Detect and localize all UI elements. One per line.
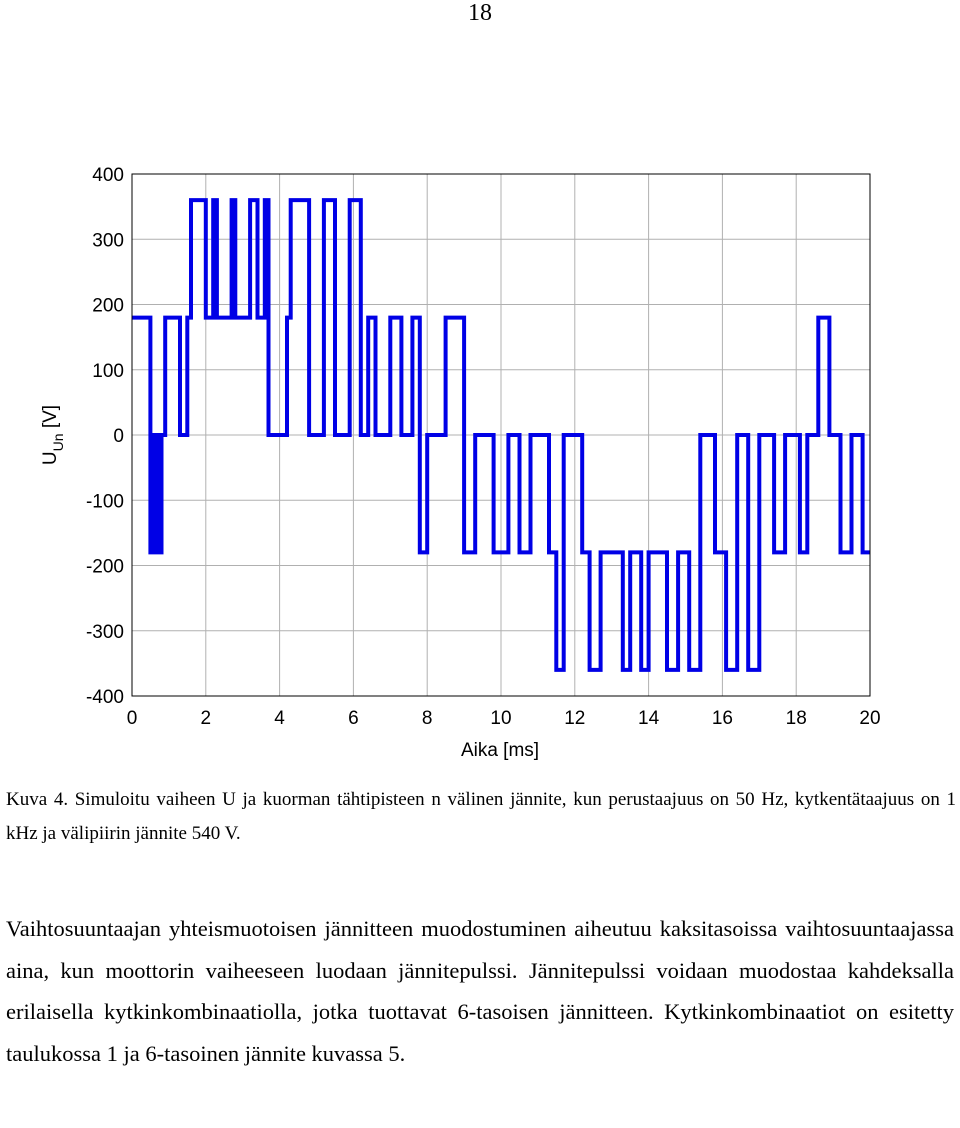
voltage-chart — [0, 150, 960, 760]
y-tick-labels — [86, 165, 124, 708]
y-tick-label: 100 — [92, 360, 124, 382]
y-tick-label: 300 — [92, 230, 124, 252]
chart-canvas — [0, 150, 960, 760]
y-axis-label-sub: Un — [50, 433, 66, 452]
x-tick-label: 12 — [564, 708, 586, 729]
y-tick-label: 0 — [113, 426, 124, 447]
x-tick-label: 8 — [421, 708, 433, 729]
x-tick-label: 4 — [274, 708, 285, 729]
x-tick-label: 10 — [490, 708, 512, 729]
y-tick-label: 200 — [92, 295, 124, 317]
body-text — [6, 908, 954, 1074]
x-tick-labels — [127, 708, 881, 729]
y-axis-label-main: U — [40, 451, 61, 466]
y-axis-label — [40, 405, 66, 465]
x-tick-label: 16 — [711, 708, 733, 729]
x-tick-label: 0 — [126, 708, 138, 729]
body-paragraph: Vaihtosuuntaajan yhteismuotoisen jännitteen muodostuminen aiheutuu kaksitasoissa vaihtosuuntaajassa aina, kun moottorin vaiheeseen luodaan jännitepulssi. Jännitepulssi voidaan muodostaa kahdeksalla erilaisella kytkinkombinaatiolla, jotka tuottavat 6-tasoisen jännitteen. Kytkinkombinaatiot on esitetty taulukossa 1 ja 6-tasoinen jännite kuvassa 5. — [6, 916, 954, 1066]
x-tick-label: 18 — [785, 708, 807, 729]
y-axis-label-unit: [V] — [40, 404, 61, 434]
y-tick-label: -400 — [85, 687, 124, 708]
y-tick-label: -300 — [85, 621, 124, 643]
x-axis-label: Aika [ms] — [460, 740, 540, 760]
x-tick-label: 6 — [348, 708, 359, 729]
y-tick-label: -100 — [85, 491, 124, 513]
x-tick-label: 2 — [200, 708, 212, 729]
y-tick-label: 400 — [92, 165, 124, 186]
page-number: 18 — [468, 0, 492, 26]
x-tick-label: 20 — [859, 708, 881, 729]
figure-caption: Kuva 4. Simuloitu vaiheen U ja kuorman tähtipisteen n välinen jännite, kun perustaajuus on 50 Hz, kytkentätaajuus on 1 kHz ja välipiirin jännite 540 V. — [6, 789, 956, 844]
x-tick-label: 14 — [638, 708, 660, 729]
y-tick-label: -200 — [85, 556, 124, 578]
